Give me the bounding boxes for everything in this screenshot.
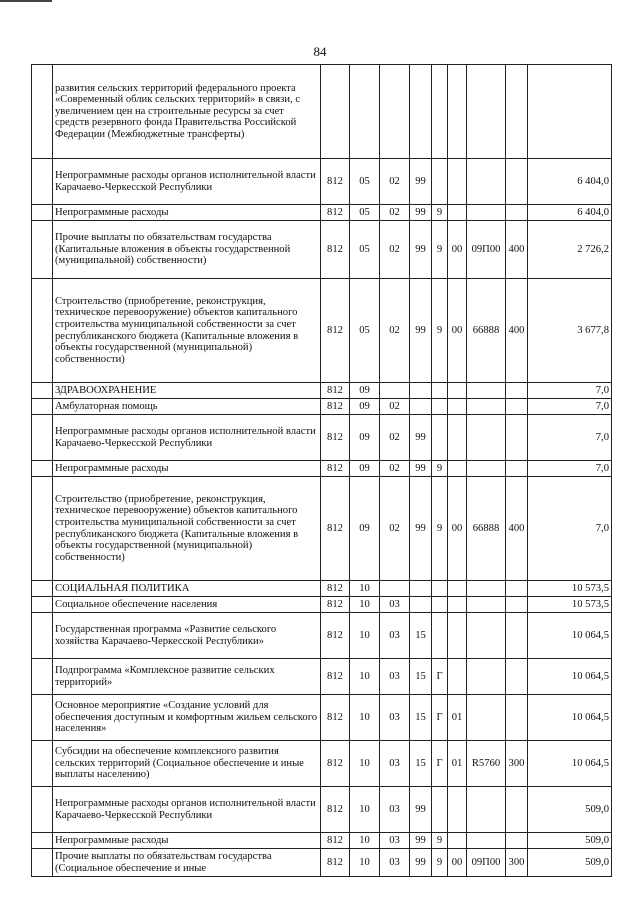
amount-cell: 10 573,5 <box>528 597 612 613</box>
ministry-code-cell: 812 <box>321 787 350 833</box>
expense-type-cell <box>506 461 528 477</box>
subsection-code-cell: 02 <box>380 221 410 279</box>
activity-code-cell <box>448 787 467 833</box>
ministry-code-cell: 812 <box>321 659 350 695</box>
row-index-cell <box>32 65 53 159</box>
subprogram-code-cell: 9 <box>432 279 448 383</box>
direction-code-cell <box>467 65 506 159</box>
activity-code-cell <box>448 399 467 415</box>
amount-cell: 10 573,5 <box>528 581 612 597</box>
subprogram-code-cell: 9 <box>432 205 448 221</box>
subprogram-code-cell: 9 <box>432 849 448 877</box>
table-row <box>32 787 612 833</box>
table-row <box>32 461 612 477</box>
direction-code-cell: 66888 <box>467 279 506 383</box>
expense-type-cell <box>506 415 528 461</box>
expense-type-cell <box>506 695 528 741</box>
section-code-cell: 09 <box>350 383 380 399</box>
activity-code-cell <box>448 597 467 613</box>
activity-code-cell <box>448 613 467 659</box>
table-row <box>32 65 612 159</box>
expense-type-cell <box>506 833 528 849</box>
item-name-cell: развития сельских территорий федерального проекта «Современный облик сельских территорий» в связи, с увеличением цен на строительные ресурсы за счет средств резервного фонда Правительства Российской Федерации (Межбюджетные трансферты) <box>53 65 321 159</box>
ministry-code-cell: 812 <box>321 205 350 221</box>
subsection-code-cell: 02 <box>380 159 410 205</box>
activity-code-cell: 01 <box>448 695 467 741</box>
direction-code-cell <box>467 613 506 659</box>
amount-cell: 7,0 <box>528 399 612 415</box>
ministry-code-cell: 812 <box>321 581 350 597</box>
ministry-code-cell: 812 <box>321 221 350 279</box>
program-code-cell: 15 <box>410 695 432 741</box>
expense-type-cell <box>506 159 528 205</box>
expense-type-cell <box>506 581 528 597</box>
activity-code-cell: 00 <box>448 477 467 581</box>
expense-type-cell <box>506 659 528 695</box>
program-code-cell: 99 <box>410 849 432 877</box>
table-row <box>32 383 612 399</box>
ministry-code-cell: 812 <box>321 849 350 877</box>
amount-cell: 7,0 <box>528 415 612 461</box>
subsection-code-cell: 02 <box>380 415 410 461</box>
table-row <box>32 399 612 415</box>
ministry-code-cell: 812 <box>321 833 350 849</box>
subprogram-code-cell <box>432 613 448 659</box>
item-name-cell: Основное мероприятие «Создание условий для обеспечения доступным и комфортным жильем сельского населения» <box>53 695 321 741</box>
table-row <box>32 205 612 221</box>
row-index-cell <box>32 159 53 205</box>
item-name-cell: Непрограммные расходы <box>53 205 321 221</box>
subsection-code-cell: 03 <box>380 597 410 613</box>
row-index-cell <box>32 477 53 581</box>
subprogram-code-cell <box>432 65 448 159</box>
table-row <box>32 597 612 613</box>
table-row <box>32 849 612 877</box>
direction-code-cell <box>467 695 506 741</box>
ministry-code-cell: 812 <box>321 461 350 477</box>
direction-code-cell <box>467 787 506 833</box>
amount-cell: 7,0 <box>528 477 612 581</box>
program-code-cell <box>410 597 432 613</box>
direction-code-cell: 09П00 <box>467 221 506 279</box>
table-row <box>32 741 612 787</box>
subprogram-code-cell <box>432 597 448 613</box>
program-code-cell: 99 <box>410 461 432 477</box>
table-row <box>32 581 612 597</box>
direction-code-cell: R5760 <box>467 741 506 787</box>
section-code-cell: 09 <box>350 461 380 477</box>
section-code-cell: 10 <box>350 741 380 787</box>
activity-code-cell <box>448 833 467 849</box>
direction-code-cell <box>467 399 506 415</box>
ministry-code-cell: 812 <box>321 477 350 581</box>
program-code-cell: 99 <box>410 833 432 849</box>
item-name-cell: Строительство (приобретение, реконструкция, техническое перевооружение) объектов капитального строительства муниципальной собственности за счет республиканского бюджета (Капитальные вложения в объекты государственной (муниципальной) собственности) <box>53 477 321 581</box>
subprogram-code-cell <box>432 581 448 597</box>
subsection-code-cell: 03 <box>380 659 410 695</box>
activity-code-cell <box>448 415 467 461</box>
amount-cell: 6 404,0 <box>528 205 612 221</box>
subsection-code-cell: 02 <box>380 461 410 477</box>
subprogram-code-cell: 9 <box>432 461 448 477</box>
direction-code-cell <box>467 159 506 205</box>
direction-code-cell <box>467 383 506 399</box>
program-code-cell: 15 <box>410 741 432 787</box>
budget-table-body <box>32 65 612 877</box>
activity-code-cell <box>448 65 467 159</box>
row-index-cell <box>32 659 53 695</box>
subsection-code-cell: 03 <box>380 787 410 833</box>
subprogram-code-cell: Г <box>432 741 448 787</box>
program-code-cell: 15 <box>410 659 432 695</box>
expense-type-cell: 400 <box>506 279 528 383</box>
section-code-cell: 10 <box>350 597 380 613</box>
section-code-cell <box>350 65 380 159</box>
item-name-cell: Подпрограмма «Комплексное развитие сельских территорий» <box>53 659 321 695</box>
ministry-code-cell: 812 <box>321 159 350 205</box>
section-code-cell: 10 <box>350 833 380 849</box>
direction-code-cell: 09П00 <box>467 849 506 877</box>
amount-cell <box>528 65 612 159</box>
ministry-code-cell: 812 <box>321 399 350 415</box>
table-row <box>32 695 612 741</box>
direction-code-cell <box>467 581 506 597</box>
activity-code-cell <box>448 159 467 205</box>
ministry-code-cell: 812 <box>321 695 350 741</box>
table-row <box>32 221 612 279</box>
row-index-cell <box>32 597 53 613</box>
ministry-code-cell: 812 <box>321 741 350 787</box>
section-code-cell: 09 <box>350 477 380 581</box>
expense-type-cell <box>506 787 528 833</box>
direction-code-cell <box>467 597 506 613</box>
subsection-code-cell <box>380 581 410 597</box>
item-name-cell: Строительство (приобретение, реконструкция, техническое перевооружение) объектов капитального строительства муниципальной собственности за счет республиканского бюджета (Капитальные вложения в объекты государственной (муниципальной) собственности) <box>53 279 321 383</box>
row-index-cell <box>32 849 53 877</box>
row-index-cell <box>32 383 53 399</box>
program-code-cell: 99 <box>410 477 432 581</box>
subsection-code-cell: 03 <box>380 741 410 787</box>
direction-code-cell <box>467 415 506 461</box>
subprogram-code-cell <box>432 383 448 399</box>
subsection-code-cell: 02 <box>380 477 410 581</box>
section-code-cell: 05 <box>350 205 380 221</box>
item-name-cell: Прочие выплаты по обязательствам государства (Социальное обеспечение и иные <box>53 849 321 877</box>
expense-type-cell <box>506 65 528 159</box>
amount-cell: 7,0 <box>528 383 612 399</box>
amount-cell: 10 064,5 <box>528 613 612 659</box>
amount-cell: 3 677,8 <box>528 279 612 383</box>
subprogram-code-cell <box>432 159 448 205</box>
item-name-cell: Непрограммные расходы органов исполнительной власти Карачаево-Черкесской Республики <box>53 415 321 461</box>
expense-type-cell: 400 <box>506 477 528 581</box>
item-name-cell: Государственная программа «Развитие сельского хозяйства Карачаево-Черкесской Республики» <box>53 613 321 659</box>
section-code-cell: 10 <box>350 581 380 597</box>
ministry-code-cell: 812 <box>321 597 350 613</box>
row-index-cell <box>32 787 53 833</box>
subprogram-code-cell: 9 <box>432 833 448 849</box>
activity-code-cell: 00 <box>448 221 467 279</box>
item-name-cell: Социальное обеспечение населения <box>53 597 321 613</box>
direction-code-cell <box>467 833 506 849</box>
item-name-cell: Субсидии на обеспечение комплексного развития сельских территорий (Социальное обеспечение и иные выплаты населению) <box>53 741 321 787</box>
top-rule <box>0 0 52 2</box>
row-index-cell <box>32 415 53 461</box>
expense-type-cell <box>506 383 528 399</box>
subsection-code-cell <box>380 383 410 399</box>
subsection-code-cell: 02 <box>380 205 410 221</box>
program-code-cell <box>410 65 432 159</box>
subprogram-code-cell <box>432 415 448 461</box>
budget-table <box>31 64 612 877</box>
section-code-cell: 10 <box>350 695 380 741</box>
table-row <box>32 659 612 695</box>
program-code-cell: 99 <box>410 159 432 205</box>
subsection-code-cell: 03 <box>380 695 410 741</box>
ministry-code-cell: 812 <box>321 383 350 399</box>
activity-code-cell: 00 <box>448 849 467 877</box>
table-row <box>32 833 612 849</box>
section-code-cell: 05 <box>350 279 380 383</box>
amount-cell: 10 064,5 <box>528 695 612 741</box>
row-index-cell <box>32 221 53 279</box>
row-index-cell <box>32 833 53 849</box>
section-code-cell: 09 <box>350 415 380 461</box>
row-index-cell <box>32 695 53 741</box>
section-code-cell: 10 <box>350 659 380 695</box>
table-row <box>32 613 612 659</box>
section-code-cell: 09 <box>350 399 380 415</box>
program-code-cell: 99 <box>410 221 432 279</box>
expense-type-cell <box>506 205 528 221</box>
program-code-cell: 99 <box>410 415 432 461</box>
subsection-code-cell: 02 <box>380 279 410 383</box>
direction-code-cell <box>467 205 506 221</box>
amount-cell: 509,0 <box>528 787 612 833</box>
program-code-cell: 99 <box>410 279 432 383</box>
activity-code-cell <box>448 581 467 597</box>
subprogram-code-cell: Г <box>432 659 448 695</box>
expense-type-cell <box>506 597 528 613</box>
program-code-cell <box>410 383 432 399</box>
activity-code-cell <box>448 205 467 221</box>
item-name-cell: Амбулаторная помощь <box>53 399 321 415</box>
activity-code-cell: 00 <box>448 279 467 383</box>
amount-cell: 7,0 <box>528 461 612 477</box>
section-code-cell: 10 <box>350 787 380 833</box>
activity-code-cell <box>448 461 467 477</box>
subsection-code-cell: 03 <box>380 613 410 659</box>
item-name-cell: Непрограммные расходы <box>53 833 321 849</box>
subprogram-code-cell: 9 <box>432 477 448 581</box>
section-code-cell: 05 <box>350 221 380 279</box>
row-index-cell <box>32 399 53 415</box>
item-name-cell: ЗДРАВООХРАНЕНИЕ <box>53 383 321 399</box>
direction-code-cell <box>467 461 506 477</box>
item-name-cell: Непрограммные расходы органов исполнительной власти Карачаево-Черкесской Республики <box>53 787 321 833</box>
direction-code-cell: 66888 <box>467 477 506 581</box>
activity-code-cell <box>448 659 467 695</box>
subprogram-code-cell <box>432 399 448 415</box>
ministry-code-cell: 812 <box>321 613 350 659</box>
expense-type-cell <box>506 613 528 659</box>
expense-type-cell <box>506 399 528 415</box>
item-name-cell: Непрограммные расходы органов исполнительной власти Карачаево-Черкесской Республики <box>53 159 321 205</box>
program-code-cell: 99 <box>410 787 432 833</box>
amount-cell: 509,0 <box>528 849 612 877</box>
expense-type-cell: 300 <box>506 849 528 877</box>
section-code-cell: 05 <box>350 159 380 205</box>
ministry-code-cell <box>321 65 350 159</box>
amount-cell: 2 726,2 <box>528 221 612 279</box>
program-code-cell: 15 <box>410 613 432 659</box>
table-row <box>32 477 612 581</box>
activity-code-cell: 01 <box>448 741 467 787</box>
subsection-code-cell: 03 <box>380 833 410 849</box>
subsection-code-cell <box>380 65 410 159</box>
page-number: 84 <box>313 44 327 59</box>
amount-cell: 10 064,5 <box>528 741 612 787</box>
section-code-cell: 10 <box>350 613 380 659</box>
subprogram-code-cell <box>432 787 448 833</box>
table-row <box>32 159 612 205</box>
row-index-cell <box>32 279 53 383</box>
ministry-code-cell: 812 <box>321 415 350 461</box>
expense-type-cell: 400 <box>506 221 528 279</box>
item-name-cell: Непрограммные расходы <box>53 461 321 477</box>
amount-cell: 6 404,0 <box>528 159 612 205</box>
amount-cell: 10 064,5 <box>528 659 612 695</box>
subsection-code-cell: 03 <box>380 849 410 877</box>
section-code-cell: 10 <box>350 849 380 877</box>
program-code-cell: 99 <box>410 205 432 221</box>
row-index-cell <box>32 205 53 221</box>
subprogram-code-cell: 9 <box>432 221 448 279</box>
activity-code-cell <box>448 383 467 399</box>
subprogram-code-cell: Г <box>432 695 448 741</box>
row-index-cell <box>32 461 53 477</box>
table-row <box>32 279 612 383</box>
row-index-cell <box>32 613 53 659</box>
row-index-cell <box>32 741 53 787</box>
program-code-cell <box>410 581 432 597</box>
direction-code-cell <box>467 659 506 695</box>
amount-cell: 509,0 <box>528 833 612 849</box>
program-code-cell <box>410 399 432 415</box>
item-name-cell: СОЦИАЛЬНАЯ ПОЛИТИКА <box>53 581 321 597</box>
item-name-cell: Прочие выплаты по обязательствам государства (Капитальные вложения в объекты государственной (муниципальной) собственности) <box>53 221 321 279</box>
subsection-code-cell: 02 <box>380 399 410 415</box>
row-index-cell <box>32 581 53 597</box>
expense-type-cell: 300 <box>506 741 528 787</box>
ministry-code-cell: 812 <box>321 279 350 383</box>
table-row <box>32 415 612 461</box>
